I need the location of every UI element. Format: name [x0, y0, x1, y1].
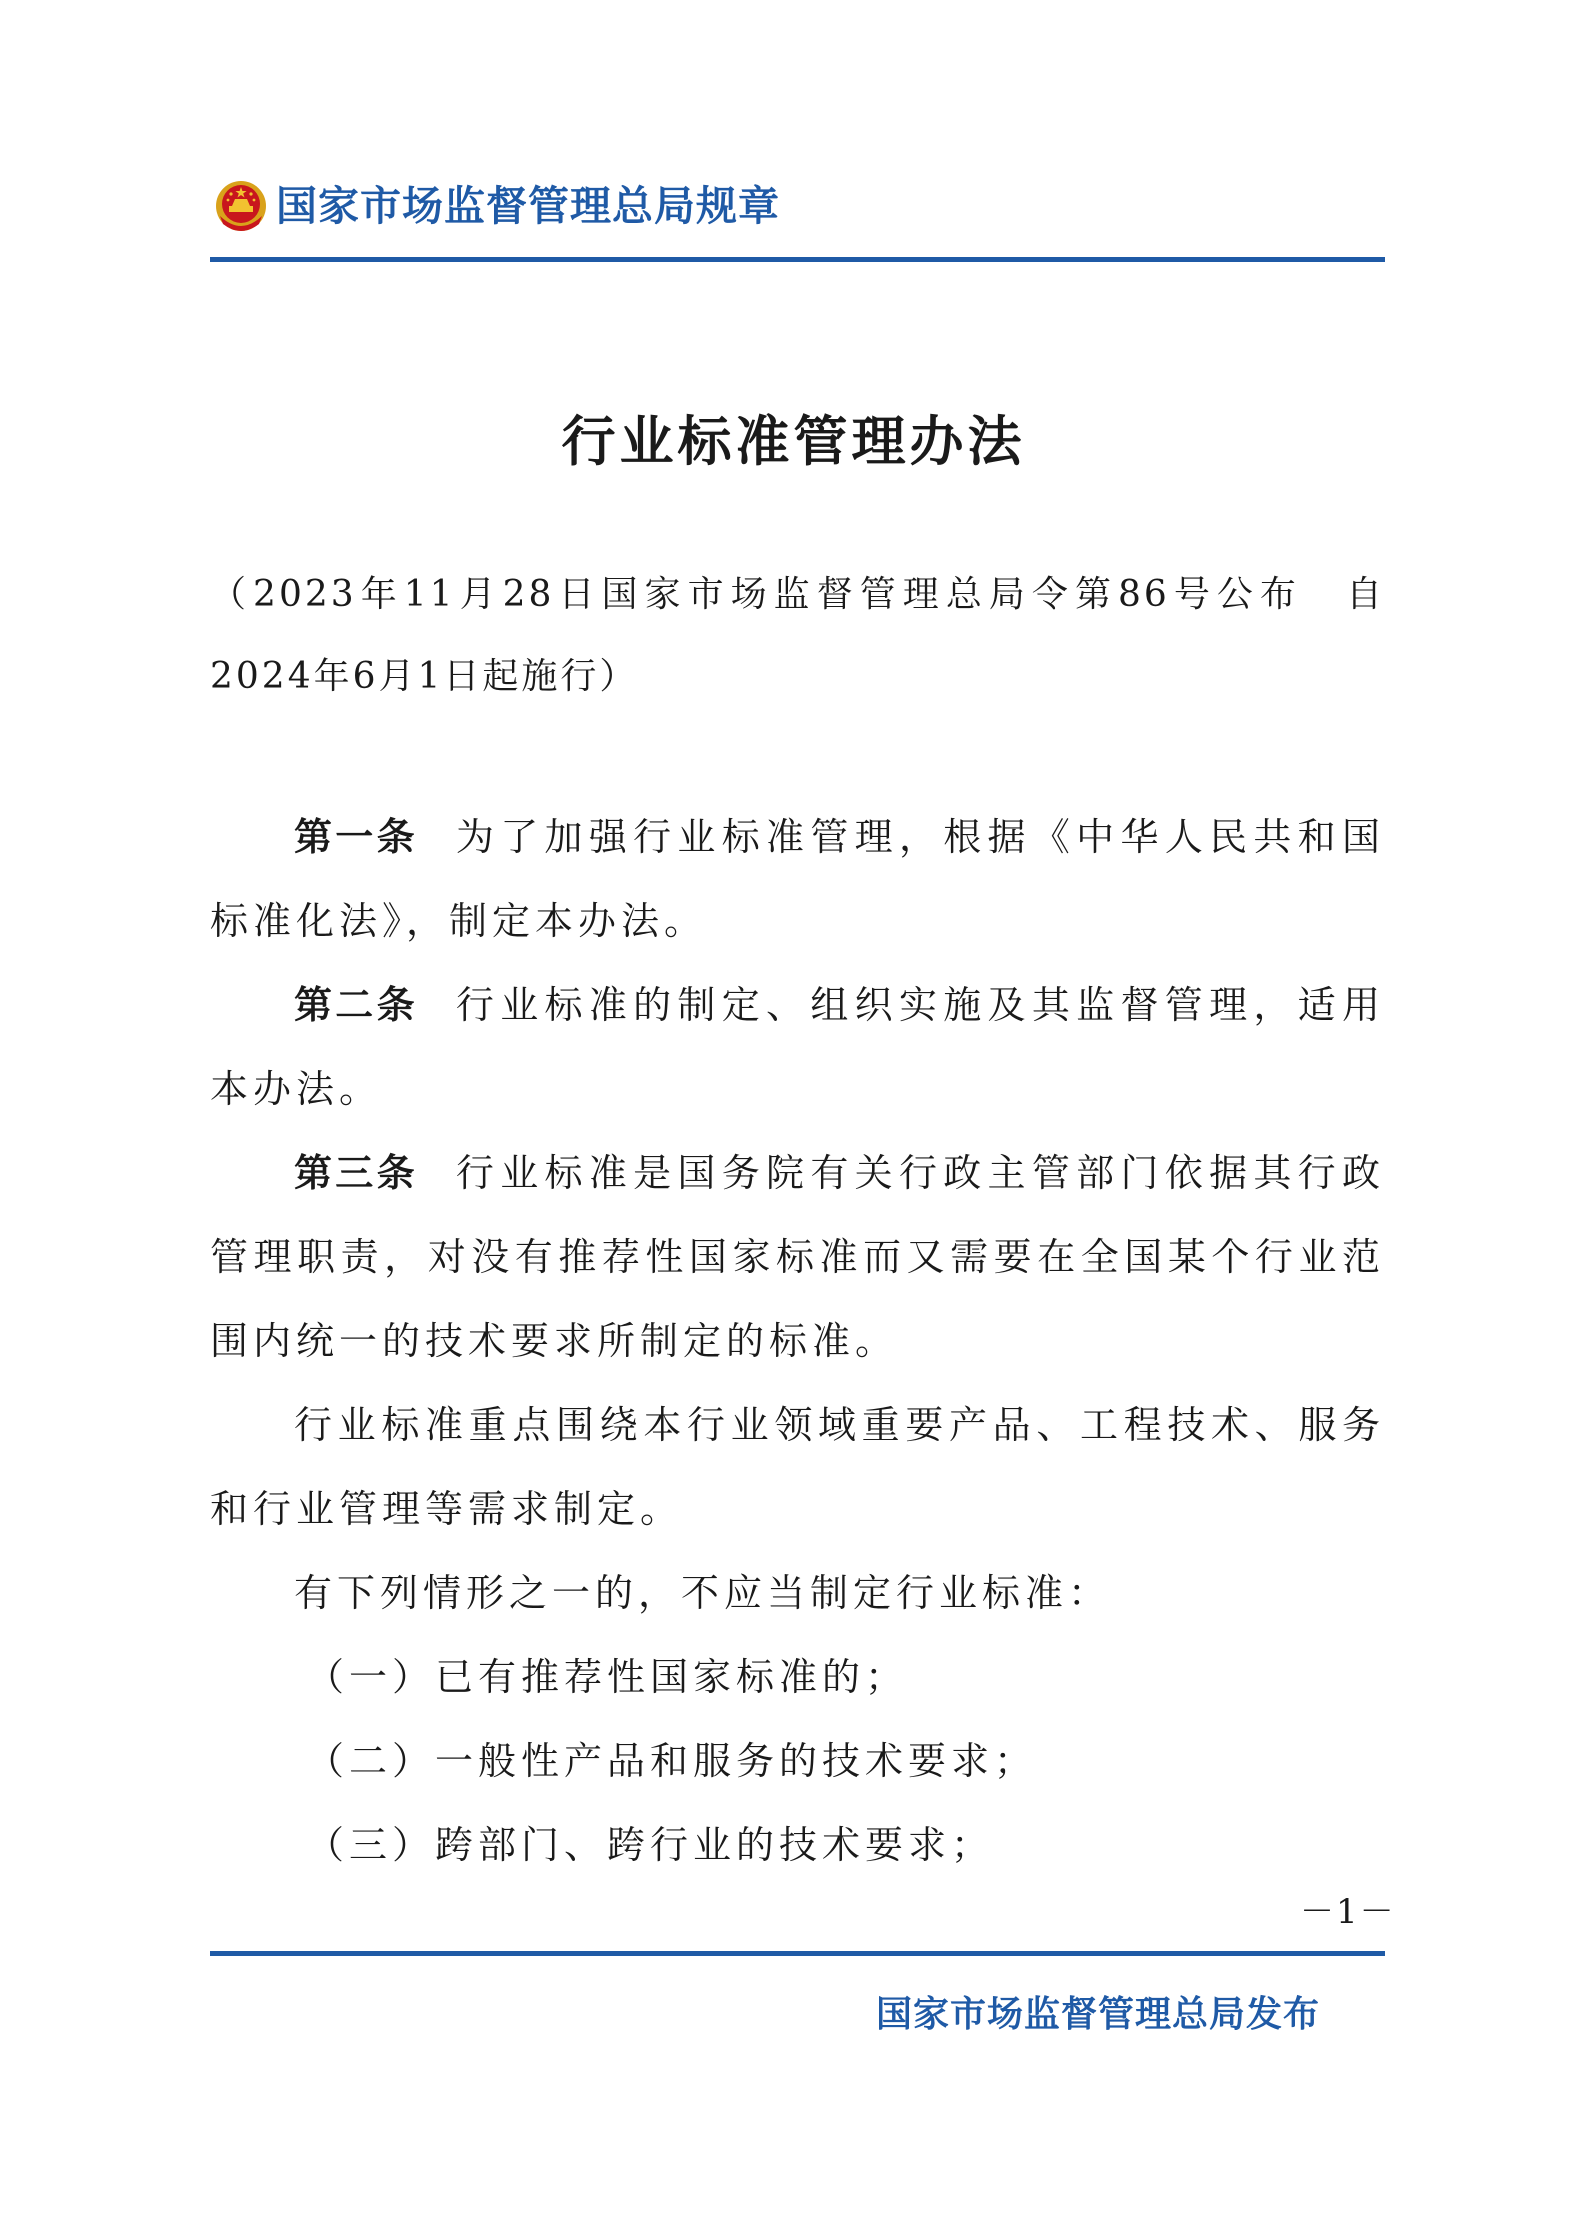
- list-item: [210, 1803, 1385, 1887]
- page-header: [210, 178, 1385, 264]
- paragraph: [210, 1551, 1385, 1635]
- list-item: [210, 1719, 1385, 1803]
- paragraph-text: （三）跨部门、跨行业的技术要求；: [306, 1823, 995, 1867]
- article-label: 第一条: [294, 815, 418, 859]
- paragraph: [210, 1383, 1385, 1551]
- paragraph: [210, 795, 1385, 963]
- paragraph-text: 有下列情形之一的，不应当制定行业标准：: [294, 1571, 1112, 1615]
- paragraph-text: （一）已有推荐性国家标准的；: [306, 1655, 909, 1699]
- national-emblem-icon: [214, 178, 268, 236]
- paragraph-text: 行业标准的制定、组织实施及其监督管理，适用本办法。: [210, 983, 1385, 1111]
- article-label: 第二条: [294, 983, 418, 1027]
- article-label: 第三条: [294, 1151, 418, 1195]
- footer-publisher: 国家市场监督管理总局发布: [875, 1994, 1320, 2035]
- document-intro: （2023年11月28日国家市场监督管理总局令第86号公布 自2024年6月1日起施行）: [210, 574, 1385, 697]
- header-title: 国家市场监督管理总局规章: [276, 182, 780, 230]
- paragraph: [210, 963, 1385, 1131]
- document-title: 行业标准管理办法: [561, 410, 1026, 473]
- paragraph-text: 行业标准是国务院有关行政主管部门依据其行政管理职责，对没有推荐性国家标准而又需要在全国某个行业范围内统一的技术要求所制定的标准。: [210, 1151, 1385, 1363]
- page-number: －1－: [1300, 1892, 1396, 1932]
- paragraph-text: 为了加强行业标准管理，根据《中华人民共和国标准化法》，制定本办法。: [210, 815, 1385, 943]
- footer-divider: [210, 1951, 1385, 1956]
- document-body: [210, 795, 1385, 1887]
- header-divider: [210, 257, 1385, 262]
- paragraph-text: （二）一般性产品和服务的技术要求；: [306, 1739, 1038, 1783]
- list-item: [210, 1635, 1385, 1719]
- paragraph: [210, 1131, 1385, 1383]
- paragraph-text: 行业标准重点围绕本行业领域重要产品、工程技术、服务和行业管理等需求制定。: [210, 1403, 1385, 1531]
